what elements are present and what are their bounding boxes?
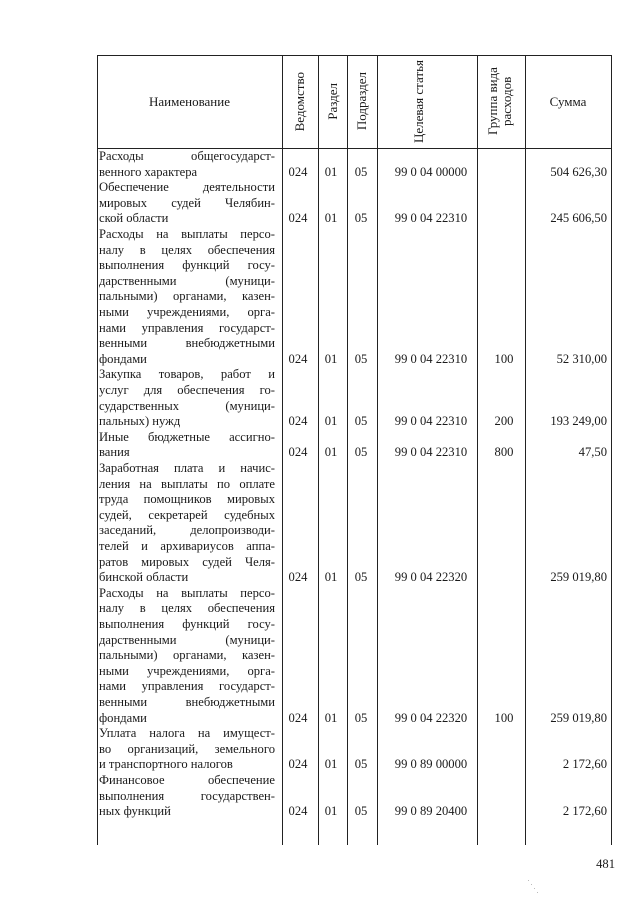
table-row <box>97 180 611 227</box>
row-vedomstvo: 024 <box>288 710 308 725</box>
row-podrazdel: 05 <box>354 351 368 366</box>
row-podrazdel: 05 <box>354 414 368 429</box>
row-razdel: 01 <box>324 445 338 460</box>
row-celevaya: 99 0 04 22310 <box>394 445 468 460</box>
row-podrazdel: 05 <box>354 445 368 460</box>
row-vedomstvo: 024 <box>288 211 308 226</box>
row-vedomstvo: 024 <box>288 351 308 366</box>
row-celevaya: 99 0 89 20400 <box>394 804 468 819</box>
row-name <box>99 149 275 180</box>
row-name-line: выполнения государствен- <box>99 788 275 803</box>
row-name-line: Иные бюджетные ассигно- <box>99 429 275 444</box>
row-razdel: 01 <box>324 414 338 429</box>
row-summa: 2 172,60 <box>562 804 607 819</box>
row-name-line: ратов мировых судей Челя- <box>99 554 275 569</box>
row-name-line: бинской области <box>99 570 189 585</box>
row-name-line: выполнения функций госу- <box>99 258 275 273</box>
row-name-line: Расходы на выплаты персо- <box>99 227 275 241</box>
row-name-line: Уплата налога на имущест- <box>99 726 275 741</box>
row-summa: 52 310,00 <box>556 351 607 366</box>
row-podrazdel: 05 <box>354 710 368 725</box>
row-name-line: пальными) органами, казен- <box>99 289 275 304</box>
row-summa: 259 019,80 <box>550 710 607 725</box>
row-podrazdel: 05 <box>354 164 368 179</box>
row-summa: 2 172,60 <box>562 757 607 772</box>
row-name-line: заседаний, делопроизводи- <box>99 523 275 538</box>
row-name-line: ления на выплаты по оплате <box>99 476 275 491</box>
row-gruppa: 200 <box>494 414 514 429</box>
scan-speck <box>534 888 535 889</box>
header-name-cell <box>97 55 282 148</box>
header-razdel: Раздел <box>324 83 340 120</box>
row-name-line: Обеспечение деятельности <box>99 180 275 195</box>
row-name-line: пальными) органами, казен- <box>99 648 275 663</box>
row-vedomstvo: 024 <box>288 757 308 772</box>
page-number: 481 <box>596 857 615 871</box>
row-name-line: дарственными (муници- <box>99 273 275 288</box>
row-summa: 245 606,50 <box>550 211 607 226</box>
table-row <box>97 586 611 726</box>
row-name <box>99 367 275 429</box>
row-name-line: телей и архивариусов аппа- <box>99 538 275 553</box>
scan-speck <box>531 884 532 885</box>
row-gruppa: 100 <box>494 351 514 366</box>
row-name-line: Расходы на выплаты персо- <box>99 585 275 600</box>
row-name-line: дарственными (муници- <box>99 632 275 647</box>
row-name-line: ными учреждениями, орга- <box>99 663 275 678</box>
row-gruppa: 800 <box>494 445 514 460</box>
row-razdel: 01 <box>324 804 338 819</box>
row-name-line: Заработная плата и начис- <box>99 461 275 475</box>
row-name-line: нами управления государст- <box>99 679 275 694</box>
row-name-line: ской области <box>99 211 169 226</box>
row-name-line: фондами <box>99 710 147 725</box>
header-name: Наименование <box>149 93 230 109</box>
table-row <box>97 367 611 429</box>
row-celevaya: 99 0 04 22320 <box>394 570 468 585</box>
row-name-line: мировых судей Челябин- <box>99 195 275 210</box>
row-name-line: Финансовое обеспечение <box>99 773 275 787</box>
row-name-line: судей, секретарей судебных <box>99 507 275 522</box>
row-name-line: во организаций, земельного <box>99 741 275 756</box>
row-name <box>99 180 275 227</box>
table-row <box>97 726 611 773</box>
header-cel-cell <box>377 55 477 148</box>
row-name-line: вания <box>99 445 130 460</box>
row-razdel: 01 <box>324 757 338 772</box>
row-name-line: нами управления государст- <box>99 320 275 335</box>
row-name-line: сударственных (муници- <box>99 398 275 413</box>
row-name-line: венными внебюджетными <box>99 336 275 351</box>
header-pod-cell <box>347 55 377 148</box>
header-celevaya: Целевая статья <box>411 59 426 143</box>
row-podrazdel: 05 <box>354 570 368 585</box>
row-name <box>99 461 275 586</box>
table-row <box>97 773 611 820</box>
row-name-line: налу в целях обеспечения <box>99 601 275 616</box>
row-name-line: труда помощников мировых <box>99 492 275 507</box>
row-vedomstvo: 024 <box>288 804 308 819</box>
header-summa: Сумма <box>549 93 587 109</box>
row-celevaya: 99 0 04 22320 <box>394 710 468 725</box>
row-celevaya: 99 0 04 22310 <box>394 414 468 429</box>
row-summa: 504 626,30 <box>550 164 607 179</box>
row-summa: 259 019,80 <box>550 570 607 585</box>
header-podrazdel: Подраздел <box>354 72 369 131</box>
row-name-line: выполнения функций госу- <box>99 616 275 631</box>
row-name-line: и транспортного налогов <box>99 757 233 772</box>
row-name-line: налу в целях обеспечения <box>99 242 275 257</box>
row-razdel: 01 <box>324 164 338 179</box>
row-razdel: 01 <box>324 710 338 725</box>
row-podrazdel: 05 <box>354 757 368 772</box>
scan-speck <box>528 880 529 881</box>
header-ved-cell <box>282 55 318 148</box>
row-summa: 47,50 <box>578 445 607 460</box>
row-name-line: фондами <box>99 351 147 366</box>
table-row <box>97 461 611 586</box>
row-podrazdel: 05 <box>354 211 368 226</box>
row-razdel: 01 <box>324 211 338 226</box>
row-name <box>99 430 275 461</box>
table-row <box>97 227 611 367</box>
row-name-line: Закупка товаров, работ и <box>99 367 275 382</box>
row-name <box>99 586 275 726</box>
header-sum-cell <box>525 55 611 148</box>
row-celevaya: 99 0 89 00000 <box>394 757 468 772</box>
row-vedomstvo: 024 <box>288 414 308 429</box>
row-name-line: венного характера <box>99 164 198 179</box>
table-row <box>97 149 611 180</box>
row-name-line: пальных) нужд <box>99 414 181 429</box>
row-vedomstvo: 024 <box>288 445 308 460</box>
row-name-line: ными учреждениями, орга- <box>99 304 275 319</box>
table-right-border <box>611 55 612 845</box>
row-celevaya: 99 0 04 22310 <box>394 211 468 226</box>
header-grp-cell <box>477 55 525 148</box>
row-razdel: 01 <box>324 351 338 366</box>
row-name-line: Расходы общегосударст- <box>99 149 275 163</box>
row-name <box>99 227 275 367</box>
header-raz-cell <box>318 55 347 148</box>
row-gruppa: 100 <box>494 710 514 725</box>
header-vedomstvo: Ведомство <box>292 71 307 132</box>
row-celevaya: 99 0 04 22310 <box>394 351 468 366</box>
row-name-line: ных функций <box>99 804 171 819</box>
row-vedomstvo: 024 <box>288 164 308 179</box>
row-name <box>99 726 275 773</box>
row-celevaya: 99 0 04 00000 <box>394 164 468 179</box>
row-razdel: 01 <box>324 570 338 585</box>
row-vedomstvo: 024 <box>288 570 308 585</box>
row-name-line: венными внебюджетными <box>99 694 275 709</box>
scan-speck <box>537 892 538 893</box>
header-gruppa: Группа вида расходов <box>485 67 514 136</box>
row-podrazdel: 05 <box>354 804 368 819</box>
row-name-line: услуг для обеспечения го- <box>99 382 275 397</box>
table-row <box>97 430 611 461</box>
row-summa: 193 249,00 <box>550 414 607 429</box>
row-name <box>99 773 275 820</box>
